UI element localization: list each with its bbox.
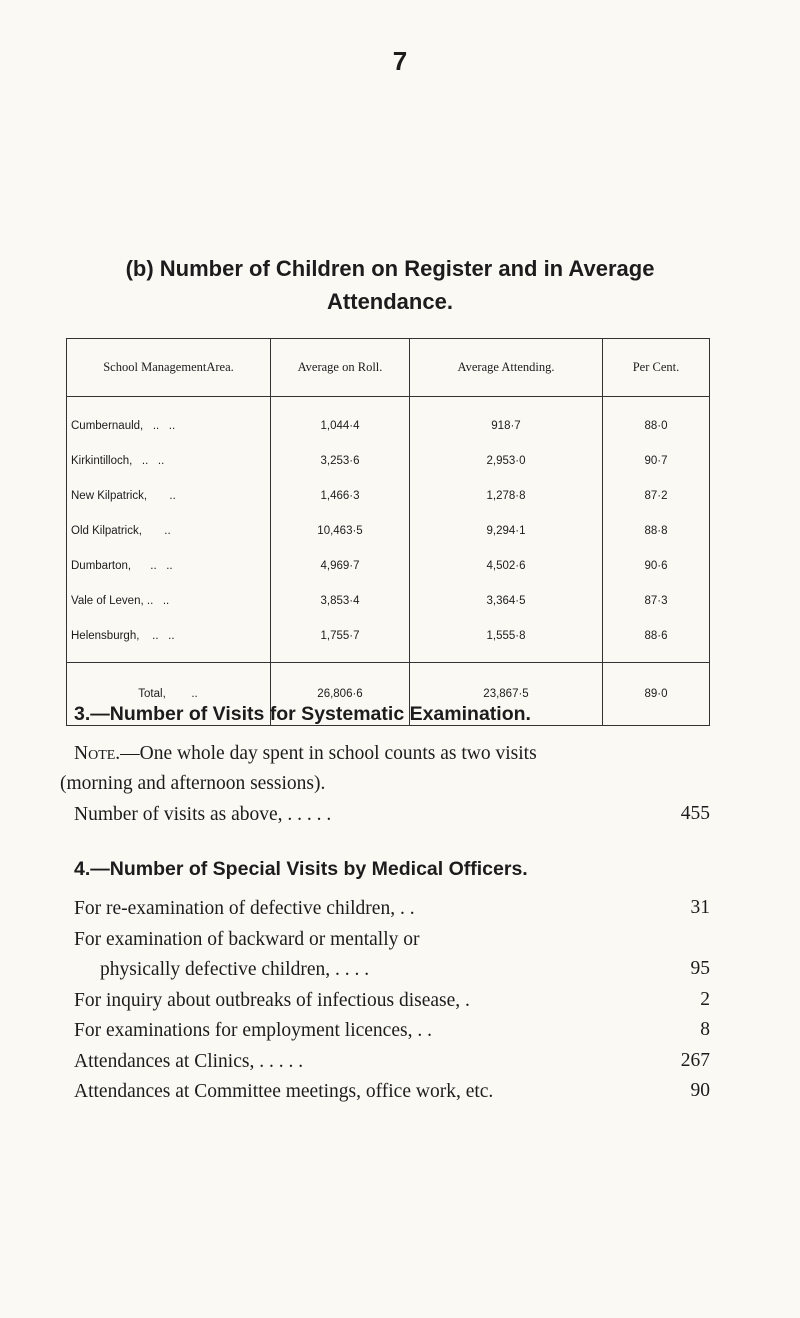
visit-item-label: For inquiry about outbreaks of infectious disease, .: [74, 990, 470, 1011]
cell-percent: 88·0: [603, 397, 710, 444]
table-row: [67, 618, 710, 663]
cell-attending: 1,278·8: [410, 478, 603, 513]
total-label: Total, ..: [67, 663, 271, 726]
cell-roll: 3,253·6: [271, 443, 410, 478]
table-header-row: [67, 339, 710, 397]
table-row: [67, 443, 710, 478]
cell-percent: 87·3: [603, 583, 710, 618]
visit-item-value: 267: [680, 1050, 710, 1071]
cell-attending: 1,555·8: [410, 618, 603, 663]
visit-item-label: For re-examination of defective children, . .: [74, 898, 415, 919]
table-row: [67, 513, 710, 548]
cell-attending: 3,364·5: [410, 583, 603, 618]
cell-percent: 87·2: [603, 478, 710, 513]
visit-item-value: 95: [690, 958, 710, 979]
table-row: [67, 548, 710, 583]
cell-roll: 1,755·7: [271, 618, 410, 663]
visit-item-value: 90: [690, 1080, 710, 1101]
note-label: Note.: [74, 743, 121, 764]
visit-item-label: For examinations for employment licences, . .: [74, 1020, 432, 1041]
note-text: —One whole day spent in school counts as two visits: [120, 743, 537, 764]
visit-item-label: Attendances at Clinics, . . . . .: [74, 1051, 304, 1072]
cell-percent: 90·7: [603, 443, 710, 478]
total-attending: 23,867·5: [410, 663, 603, 726]
cell-area: Old Kilpatrick, ..: [67, 513, 271, 548]
visit-item-value: 8: [700, 1019, 710, 1040]
header-percent: Per Cent.: [603, 339, 710, 397]
cell-percent: 88·8: [603, 513, 710, 548]
visits-label: Number of visits as above, . . . . .: [74, 804, 332, 825]
cell-percent: 88·6: [603, 618, 710, 663]
visits-value: 455: [680, 803, 710, 824]
visit-item-value: 31: [690, 897, 710, 918]
cell-percent: 90·6: [603, 548, 710, 583]
visit-item-label: Attendances at Committee meetings, office work, etc.: [74, 1081, 494, 1102]
section-3-heading: 3.—Number of Visits for Systematic Examination.: [74, 703, 531, 725]
cell-area: Kirkintilloch, .. ..: [67, 443, 271, 478]
cell-area: Vale of Leven, .. ..: [67, 583, 271, 618]
visit-item-value: 2: [700, 989, 710, 1010]
cell-attending: 4,502·6: [410, 548, 603, 583]
cell-roll: 10,463·5: [271, 513, 410, 548]
cell-attending: 2,953·0: [410, 443, 603, 478]
visit-item-label: For examination of backward or mentally or: [74, 929, 420, 950]
note-continuation: (morning and afternoon sessions).: [60, 773, 326, 794]
cell-attending: 918·7: [410, 397, 603, 444]
section-b-title: [60, 252, 720, 318]
note-line: [74, 742, 537, 766]
cell-area: Helensburgh, .. ..: [67, 618, 271, 663]
cell-roll: 4,969·7: [271, 548, 410, 583]
register-attendance-table: [66, 338, 710, 726]
header-area: School ManagementArea.: [67, 339, 271, 397]
header-roll: Average on Roll.: [271, 339, 410, 397]
table-row: [67, 583, 710, 618]
section-4-heading: 4.—Number of Special Visits by Medical Officers.: [74, 858, 528, 880]
visit-item-label: physically defective children, . . . .: [100, 959, 370, 980]
cell-area: Dumbarton, .. ..: [67, 548, 271, 583]
cell-roll: 1,466·3: [271, 478, 410, 513]
register-attendance-table-container: [66, 338, 709, 726]
page-number: 7: [392, 46, 408, 76]
total-percent: 89·0: [603, 663, 710, 726]
section-b-title-line1: (b) Number of Children on Register and in Average: [125, 256, 655, 281]
cell-attending: 9,294·1: [410, 513, 603, 548]
cell-roll: 3,853·4: [271, 583, 410, 618]
cell-area: Cumbernauld, .. ..: [67, 397, 271, 444]
table-row: [67, 397, 710, 444]
total-roll: 26,806·6: [271, 663, 410, 726]
section-b-title-line2: Attendance.: [327, 289, 453, 314]
cell-area: New Kilpatrick, ..: [67, 478, 271, 513]
table-row: [67, 478, 710, 513]
header-attending: Average Attending.: [410, 339, 603, 397]
cell-roll: 1,044·4: [271, 397, 410, 444]
